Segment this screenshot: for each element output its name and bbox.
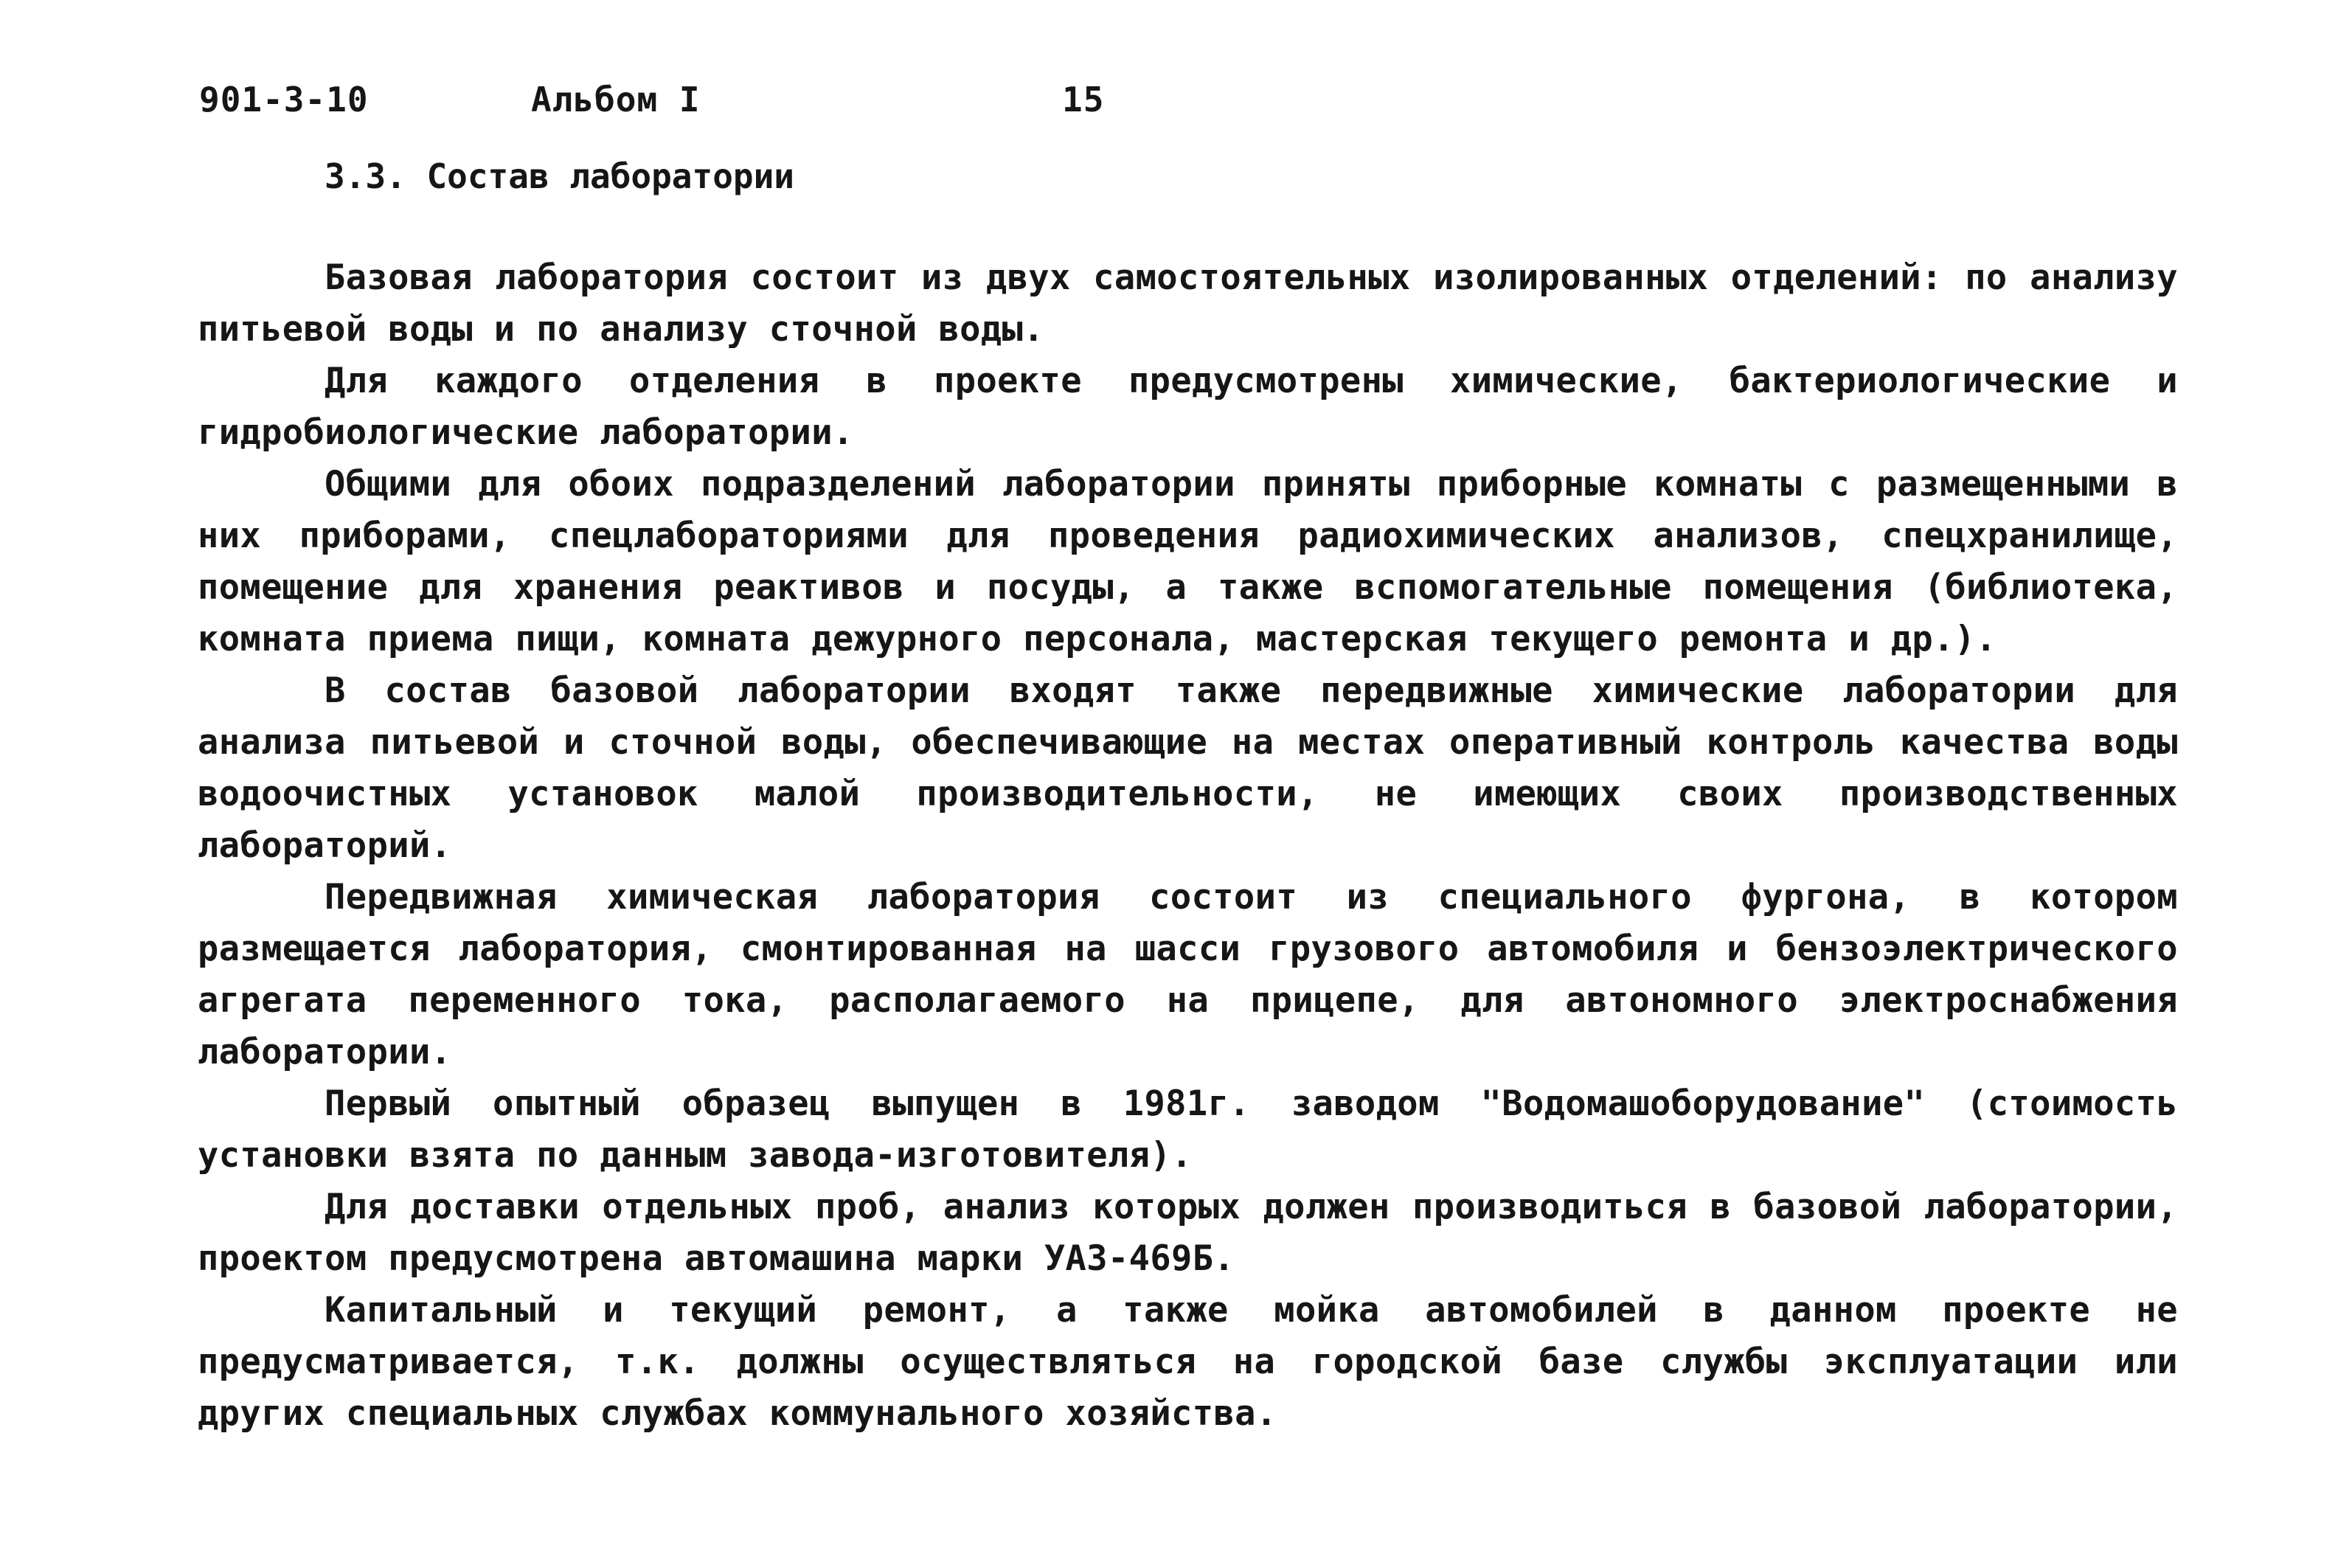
paragraph: Передвижная химическая лаборатория состоит из специального фургона, в котором размещается лаборатория, смонтированная на шасси грузового автомобиля и бензоэлектрического агрегата переменного тока, располагаемого на прицепе, для автономного электроснабжения лаборатории. xyxy=(198,877,2178,1072)
paragraph: Первый опытный образец выпущен в 1981г. заводом "Водомашоборудование" (стоимость установки взята по данным завода-изготовителя). xyxy=(198,1083,2178,1176)
body-text xyxy=(198,252,2178,1440)
section-title: 3.3. Состав лаборатории xyxy=(325,156,794,196)
paragraph: В состав базовой лаборатории входят также передвижные химические лаборатории для анализа питьевой и сточной воды, обеспечивающие на местах оперативный контроль качества воды водоочистных установок малой производительности, не имеющих своих производственных лабораторий. xyxy=(198,670,2178,866)
album-label: Альбом I xyxy=(531,80,701,119)
page-header xyxy=(199,80,1158,131)
paragraph: Для каждого отделения в проекте предусмотрены химические, бактериологические и гидробиологические лаборатории. xyxy=(198,361,2178,453)
page-number: 15 xyxy=(1062,80,1105,119)
paragraph: Общими для обоих подразделений лаборатории приняты приборные комнаты с размещенными в них приборами, спецлабораториями для проведения радиохимических анализов, спецхранилище, помещение для хранения реактивов и посуды, а также вспомогательные помещения (библиотека, комната приема пищи, комната дежурного персонала, мастерская текущего ремонта и др.). xyxy=(198,464,2178,659)
paragraph: Базовая лаборатория состоит из двух самостоятельных изолированных отделений: по анализу питьевой воды и по анализу сточной воды. xyxy=(198,257,2178,350)
document-code: 901-3-10 xyxy=(199,80,369,119)
paragraph: Капитальный и текущий ремонт, а также мойка автомобилей в данном проекте не предусматривается, т.к. должны осуществляться на городской базе службы эксплуатации или других специальных службах коммунального хозяйства. xyxy=(198,1290,2178,1434)
paragraph: Для доставки отдельных проб, анализ которых должен производиться в базовой лаборатории, проектом предусмотрена автомашина марки УАЗ-469Б. xyxy=(198,1187,2178,1279)
